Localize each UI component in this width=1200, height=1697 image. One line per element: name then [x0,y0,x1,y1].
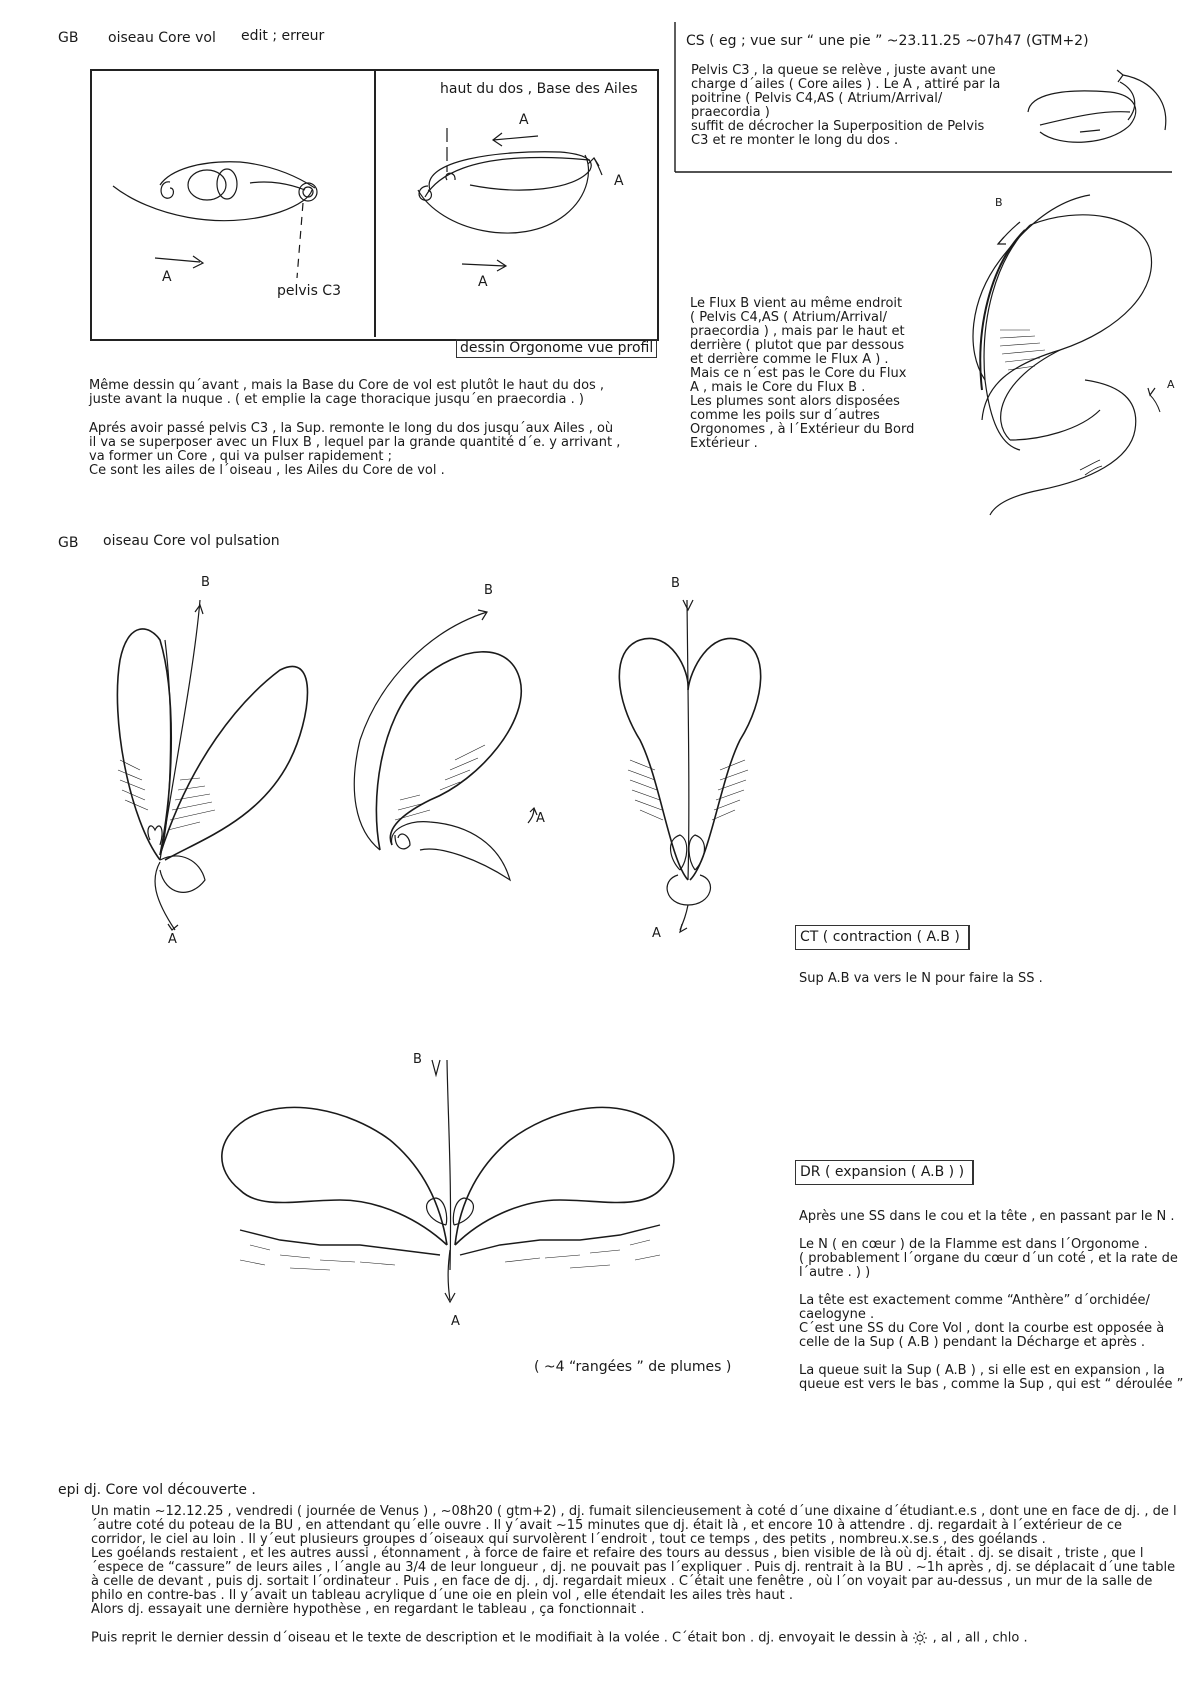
epi-last-line-start: Puis reprit le dernier dessin d´oiseau et le texte de description et le modifiait à la volée . C´était bon . dj. envoyait le dessin à [91,1630,909,1646]
bird1-label-b: B [201,575,210,590]
epi-last-line [91,1631,1028,1646]
section1-tag: GB [58,30,79,46]
bird2-label-a: A [536,811,545,826]
section1-text-1: Même dessin qu´avant , mais la Base du Core de vol est plutôt le haut du dos , juste avant la nuque . ( et emplie la cage thoracique jusqu´en praecordia . ) [89,378,605,407]
ct-text: Sup A.B va vers le N pour faire la SS . [799,971,1043,986]
sun-icon [912,1631,928,1645]
expansion-bird [222,1060,674,1302]
label-a-left: A [162,269,172,285]
epi-title: epi dj. Core vol découverte . [58,1482,256,1498]
label-a-right-bottom: A [478,274,488,290]
expansion-label-a: A [451,1314,460,1329]
label-haut-du-dos: haut du dos , Base des Ailes [440,81,638,97]
label-a-right-top: A [519,112,529,128]
bird1-label-a: A [168,932,177,947]
feather-rows-caption: ( ~4 “rangées ” de plumes ) [534,1359,732,1375]
profile-caption: dessin Orgonome vue profil [460,340,654,356]
flux-b-label-a: A [1167,378,1175,391]
pulsation-bird-1 [117,600,307,930]
label-pelvis-c3: pelvis C3 [277,283,341,299]
flux-b-label-b: B [995,196,1003,209]
cs-header: CS ( eg ; vue sur “ une pie ” ~23.11.25 ~07h47 (GTM+2) [686,33,1089,49]
pulsation-bird-2 [354,610,537,880]
section2-tag: GB [58,535,79,551]
flux-b-text: Le Flux B vient au même endroit ( Pelvis C4,AS ( Atrium/Arrival/ praecordia ) , mais par le haut et derrière ( plutot que par dessous et derrière comme le Flux A ) . Mais ce n´est pas le Core du Flux A , mais le Core du Flux B . Les plumes sont alors disposées comme les poils sur d´autres Orgonomes , à l´Extérieur du Bord Extérieur . [690,296,915,451]
expansion-label-b: B [413,1052,422,1067]
epi-last-line-end: , al , all , chlo . [932,1630,1028,1646]
bird2-label-b: B [484,583,493,598]
pulsation-bird-3 [619,600,760,932]
label-a-right-side: A [614,173,624,189]
ct-label: CT ( contraction ( A.B ) [800,929,960,945]
edit-note: edit ; erreur [241,28,325,44]
section1-title: oiseau Core vol [108,30,216,46]
bird3-label-a: A [652,926,661,941]
epi-text: Un matin ~12.12.25 , vendredi ( journée de Venus ) , ~08h20 ( gtm+2) , dj. fumait silencieusement à coté d´une dixaine d´étudiant.e.s , dont une en face de dj. , de l ´autre coté du poteau de la BU , en attendant qu´elle ouvre . Il y´avait ~15 minutes que dj. était là , et encore 10 à attendre . dj. regardait à l´extérieur de ce corridor, le ciel au loin . Il y´eut plusieurs groupes d´oiseaux qui survolèrent l´endroit , tout ce temps , des petits , nombreu.x.se.s , des goélands . Les goélands restaient , et les autres aussi , étonnament , à force de faire et refaire des tours au dessus , bien visible de là où dj. était . dj. se disait , triste , que l ´espece de “cassure” de leurs ailes , l´angle au 3/4 de leur longueur , dj. ne pouvait pas l´expliquer . Puis dj. rentrait à la BU . ~1h après , dj. se déplacait d´une table à celle de devant , puis dj. sortait l´ordinateur . Puis , en face de dj. , dj. regardait mieux . C´était une fenêtre , où l´on voyait par au-dessus , un mur de la salle de philo en contre-bas . Il y´avait un tableau acrylique d´une oie en plein vol , elle étendait les ailes très haut . Alors dj. essayait une dernière hypothèse , en regardant le tableau , ça fonctionnait . [91,1504,1177,1617]
section2-title: oiseau Core vol pulsation [103,533,280,549]
dr-label-box [795,1160,974,1185]
dr-text: Après une SS dans le cou et la tête , en passant par le N . Le N ( en cœur ) de la Flamme est dans l´Orgonome . ( probablement l´organe du cœur d´un coté , et la rate de l´autre . ) ) La tête est exactement comme “Anthère” d´orchidée/ caelogyne . C´est une SS du Core Vol , dont la courbe est opposée à celle de la Sup ( A.B ) pendant la Décharge et après . La queue suit la Sup ( A.B ) , si elle est en expansion , la queue est vers le bas , comme la Sup , qui est “ déroulée ” [799,1209,1184,1392]
section1-text-2: Aprés avoir passé pelvis C3 , la Sup. remonte le long du dos jusqu´aux Ailes , où il va se superposer avec un Flux B , lequel par la grande quantité d´e. y arrivant , va former un Core , qui va pulser rapidement ; Ce sont les ailes de l´oiseau , les Ailes du Core de vol . [89,421,621,478]
cs-text: Pelvis C3 , la queue se relève , juste avant une charge d´ailes ( Core ailes ) . Le A , attiré par la poitrine ( Pelvis C4,AS ( Atrium/Arrival/ praecordia ) suffit de décrocher la Superposition de Pelvis C3 et re monter le long du dos . [691,63,1001,148]
dr-label: DR ( expansion ( A.B ) ) [800,1164,965,1180]
bird3-label-b: B [671,576,680,591]
ct-label-box [795,925,970,950]
